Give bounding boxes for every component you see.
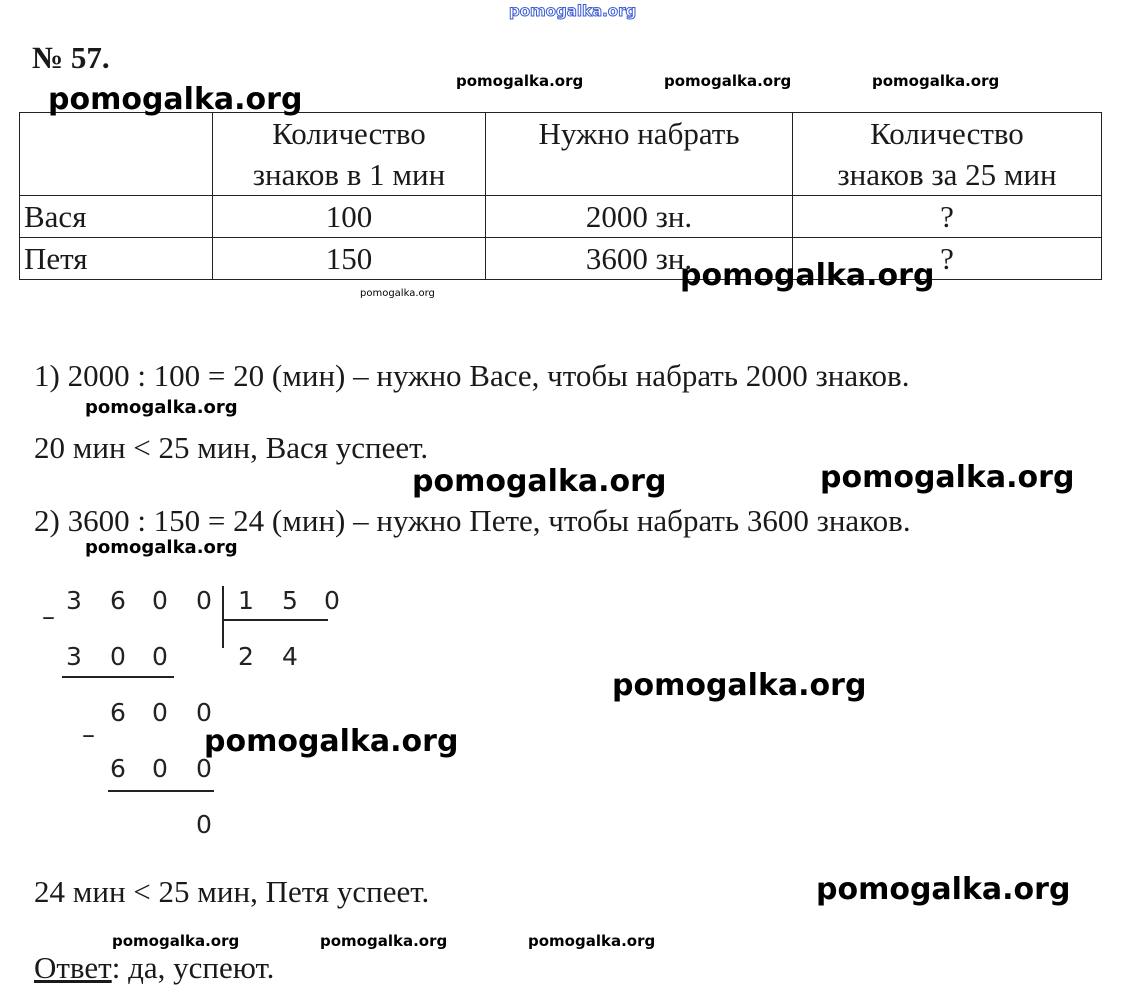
watermark: pomogalka.org xyxy=(528,932,656,950)
problem-number: № 57. xyxy=(32,40,110,75)
table-header-cell xyxy=(213,113,486,196)
subtrahend-digit: 0 xyxy=(196,754,212,783)
watermark: pomogalka.org xyxy=(664,72,792,90)
watermark: pomogalka.org xyxy=(85,537,238,558)
quotient-digit: 2 xyxy=(238,642,254,671)
minus-sign: – xyxy=(82,720,95,750)
watermark-large: pomogalka.org xyxy=(680,258,935,293)
table-header-cell xyxy=(793,113,1102,196)
subtrahend-digit: 0 xyxy=(152,642,168,671)
watermark-large: pomogalka.org xyxy=(612,668,867,703)
answer-text: : да, успеют. xyxy=(111,950,275,985)
subtraction-line xyxy=(108,790,214,792)
header-line: Количество xyxy=(870,116,1024,151)
table-cell: ? xyxy=(793,238,1102,280)
solution-step-2: 2) 3600 : 150 = 24 (мин) – нужно Пете, чтобы набрать 3600 знаков. xyxy=(34,503,911,538)
watermark-large: pomogalka.org xyxy=(204,724,459,759)
divisor-line xyxy=(224,619,328,621)
watermark: pomogalka.org xyxy=(872,72,1000,90)
watermark: pomogalka.org xyxy=(320,932,448,950)
table-cell: 100 xyxy=(213,196,486,238)
dividend-digit: 6 xyxy=(110,586,126,615)
table-header-cell: Нужно набрать xyxy=(486,113,793,196)
table-header-cell xyxy=(20,113,213,196)
watermark-top: pomogalka.org xyxy=(509,2,637,20)
divisor-digit: 0 xyxy=(324,586,340,615)
header-line: Количество xyxy=(272,116,426,151)
header-line: знаков за 25 мин xyxy=(837,157,1057,192)
subtrahend-digit: 3 xyxy=(66,642,82,671)
minus-sign: – xyxy=(42,602,55,632)
table-row xyxy=(20,196,1102,238)
remainder-digit: 0 xyxy=(196,698,212,727)
watermark-large: pomogalka.org xyxy=(820,460,1075,495)
subtrahend-digit: 0 xyxy=(110,642,126,671)
subtrahend-digit: 0 xyxy=(152,754,168,783)
table-cell: Петя xyxy=(20,238,213,280)
table-row xyxy=(20,238,1102,280)
remainder-digit: 0 xyxy=(152,698,168,727)
answer-label: Ответ xyxy=(34,950,112,985)
data-table xyxy=(19,112,1102,280)
table-header-row xyxy=(20,113,1102,196)
table-cell: 2000 зн. xyxy=(486,196,793,238)
dividend-digit: 3 xyxy=(66,586,82,615)
watermark-large: pomogalka.org xyxy=(816,872,1071,907)
remainder-digit: 6 xyxy=(110,698,126,727)
divisor-digit: 5 xyxy=(282,586,298,615)
watermark-large: pomogalka.org xyxy=(48,82,303,117)
divisor-digit: 1 xyxy=(238,586,254,615)
solution-step-1: 1) 2000 : 100 = 20 (мин) – нужно Васе, чтобы набрать 2000 знаков. xyxy=(34,358,910,393)
table-cell: Вася xyxy=(20,196,213,238)
watermark: pomogalka.org xyxy=(112,932,240,950)
watermark-tiny: pomogalka.org xyxy=(360,288,435,299)
quotient-digit: 4 xyxy=(282,642,298,671)
subtrahend-digit: 6 xyxy=(110,754,126,783)
final-remainder: 0 xyxy=(196,810,212,839)
solution-step-2-conclusion: 24 мин < 25 мин, Петя успеет. xyxy=(34,874,430,909)
watermark-large: pomogalka.org xyxy=(412,464,667,499)
dividend-digit: 0 xyxy=(152,586,168,615)
table-cell: 150 xyxy=(213,238,486,280)
division-bar xyxy=(222,586,224,648)
subtraction-line xyxy=(62,676,174,678)
solution-step-1-conclusion: 20 мин < 25 мин, Вася успеет. xyxy=(34,430,429,465)
long-division xyxy=(30,580,350,840)
answer xyxy=(34,950,274,986)
header-line: знаков в 1 мин xyxy=(252,157,446,192)
table-cell: ? xyxy=(793,196,1102,238)
watermark: pomogalka.org xyxy=(456,72,584,90)
table-cell: 3600 зн. xyxy=(486,238,793,280)
watermark: pomogalka.org xyxy=(85,397,238,418)
dividend-digit: 0 xyxy=(196,586,212,615)
